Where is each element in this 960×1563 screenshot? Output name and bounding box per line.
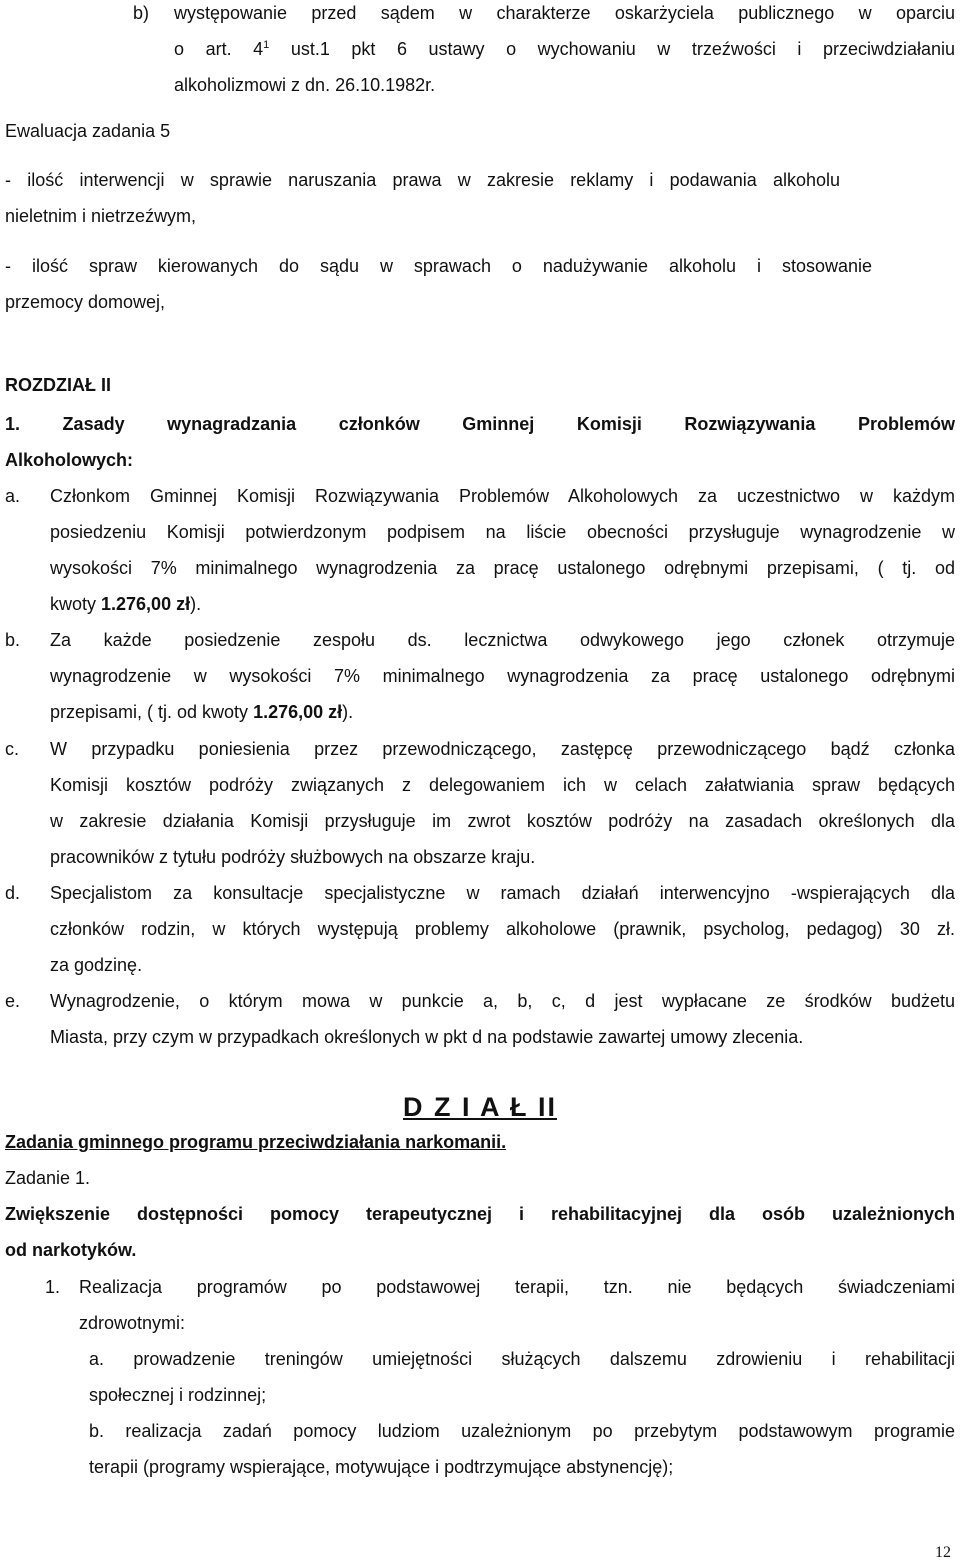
page-number: 12 [935,1544,951,1561]
chapter-heading: ROZDZIAŁ II [5,375,111,395]
item-marker: 1. [45,1277,61,1297]
text-line: - ilość spraw kierowanych do sądu w sprawach o nadużywanie alkoholu i stosowanie [5,256,872,276]
division-subtitle: Zadania gminnego programu przeciwdziałania narkomanii. [5,1132,507,1152]
text-line: a. prowadzenie treningów umiejętności służących dalszemu zdrowieniu i rehabilitacji [89,1349,955,1369]
text-line: - ilość interwencji w sprawie naruszania prawa w zakresie reklamy i podawania alkoholu [5,170,840,190]
text-line: Miasta, przy czym w przypadkach określonych w pkt d na podstawie zawartej umowy zlecenia. [50,1027,804,1047]
text-line: przepisami, ( tj. od kwoty 1.276,00 zł). [50,702,354,722]
text-line: b. realizacja zadań pomocy ludziom uzależnionym po przebytym podstawowym programie [89,1421,955,1441]
text-line: kwoty 1.276,00 zł). [50,594,202,614]
text-line: występowanie przed sądem w charakterze oskarżyciela publicznego w oparciu [174,3,955,23]
text-line: Członkom Gminnej Komisji Rozwiązywania Problemów Alkoholowych za uczestnictwo w każdym [50,486,955,506]
text-line: Realizacja programów po podstawowej terapii, tzn. nie będących świadczeniami [79,1277,955,1297]
item-marker: a. [5,486,21,506]
text-line: alkoholizmowi z dn. 26.10.1982r. [174,75,436,95]
text-line: pracowników z tytułu podróży służbowych na obszarze kraju. [50,847,536,867]
text-line: nieletnim i nietrzeźwym, [5,206,197,226]
text-line: posiedzeniu Komisji potwierdzonym podpisem na liście obecności przysługuje wynagrodzenie w [50,522,955,542]
text-line: wysokości 7% minimalnego wynagrodzenia za pracę ustalonego odrębnymi przepisami, ( tj. od [50,558,955,578]
text-line: członków rodzin, w których występują problemy alkoholowe (prawnik, psycholog, pedagog) 30 zł. [50,919,955,939]
text-line: Wynagrodzenie, o którym mowa w punkcie a, b, c, d jest wypłacane ze środków budżetu [50,991,955,1011]
item-marker: c. [5,739,20,759]
text-line: zdrowotnymi: [79,1313,186,1333]
text-line: o art. $4^1$ ust.1 pkt 6 ustawy o wychowaniu w trzeźwości i przeciwdziałaniu [174,39,956,59]
text-line: terapii (programy wspierające, motywujące i podtrzymujące abstynencję); [89,1457,674,1477]
text-line: wynagrodzenie w wysokości 7% minimalnego wynagrodzenia za pracę ustalonego odrębnymi [50,666,955,686]
item-marker: b) [133,3,150,23]
text-line: społecznej i rodzinnej; [89,1385,267,1405]
item-marker: b. [5,630,21,650]
text-line: w zakresie działania Komisji przysługuje im zwrot kosztów podróży na zasadach określonych dla [50,811,955,831]
section-heading: Ewaluacja zadania 5 [5,121,171,141]
text-line: za godzinę. [50,955,143,975]
text-line: przemocy domowej, [5,292,166,312]
task-title: Zwiększenie dostępności pomocy terapeutycznej i rehabilitacyjnej dla osób uzależnionych [5,1204,955,1224]
text-line: Komisji kosztów podróży związanych z delegowaniem ich w celach załatwiania spraw będących [50,775,955,795]
text-line: W przypadku poniesienia przez przewodniczącego, zastępcę przewodniczącego bądź członka [50,739,955,759]
item-marker: e. [5,991,21,1011]
item-marker: d. [5,883,21,903]
section-title: 1. Zasady wynagradzania członków Gminnej Komisji Rozwiązywania Problemów [5,414,955,434]
division-title: D Z I A Ł II [403,1092,557,1122]
task-label: Zadanie 1. [5,1168,91,1188]
task-title: od narkotyków. [5,1240,137,1260]
text-line: Specjalistom za konsultacje specjalistyczne w ramach działań interwencyjno -wspierających dla [50,883,955,903]
section-title: Alkoholowych: [5,450,134,470]
text-line: Za każde posiedzenie zespołu ds. lecznictwa odwykowego jego członek otrzymuje [50,630,955,650]
